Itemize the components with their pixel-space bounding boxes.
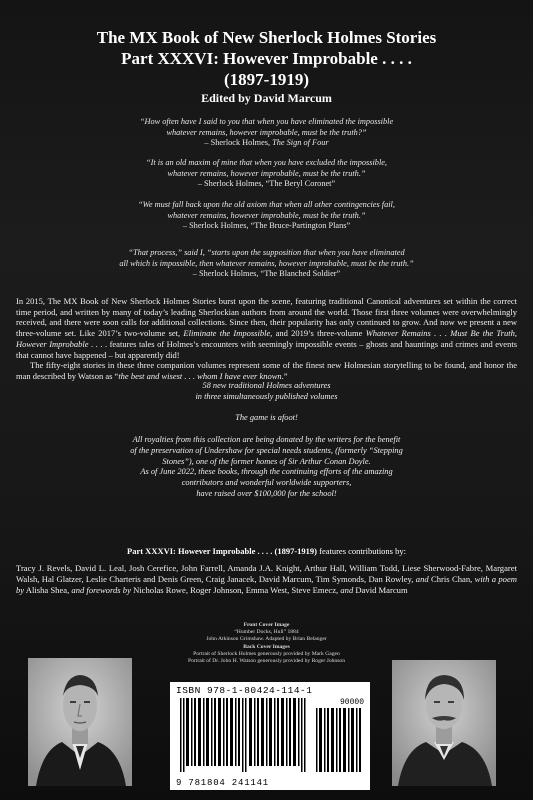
quote-text: whatever remains, however improbable, must be the truth?” (166, 127, 367, 137)
title-line-2: Part XXXVI: However Improbable . . . . (121, 49, 412, 68)
quote-attribution: – Sherlock Holmes, (204, 138, 273, 148)
blurb-text: .” (281, 370, 288, 381)
quote-text: “How often have I said to you that when you have eliminated the impossible (139, 117, 394, 126)
contributors-text: Alisha Shea, (24, 585, 72, 595)
quote-bruce-partington (16, 200, 517, 232)
quote-text: “We must fall back upon the old axiom that when all other contingencies fail, (138, 200, 395, 209)
royalties-line: As of June 2022, these books, through the continuing efforts of the amazing (140, 467, 393, 477)
back-credit-line: Portrait of Dr. John H. Watson generously provided by Roger Johnson (188, 658, 345, 665)
back-credit-heading: Back Cover Images (243, 643, 290, 650)
quote-text: “It is an old maxim of mine that when you have excluded the impossible, (145, 158, 388, 167)
isbn-number: ISBN 978-1-80424-114-1 (176, 685, 313, 696)
book-title: Eliminate the Impossible (183, 328, 271, 339)
contributors-connector: and (415, 574, 429, 584)
back-credit-line: Portrait of Sherlock Holmes generously provided by Mark Gagen (193, 650, 340, 657)
game-afoot-text: The game is afoot! (235, 413, 298, 422)
quote-text: all which is impossible, then whatever remains, however improbable, must be the truth.” (119, 258, 414, 268)
contributors-text: David Marcum (353, 585, 408, 595)
royalties-notice (16, 435, 517, 500)
watson-portrait (392, 660, 496, 786)
editor-line: Edited by David Marcum (201, 91, 332, 105)
quote-sign-of-four (16, 117, 517, 149)
blurb-text: In 2015, The MX Book of New Sherlock Holmes Stories burst upon the scene, featuring traditional Canonical adventures set within the correct time period, and written by many of today’s leading Sherlockian authors from around the world. Those first three volumes were overwhelmingly received, and there were soon calls for additional collections. Since then, their popularity has only continued to grow. And now we present a new three-volume set. Like 2017’s two-volume set, (16, 296, 517, 339)
royalties-line: have raised over $100,000 for the school! (196, 488, 337, 498)
watson-portrait-image (392, 660, 496, 786)
addon-bars (316, 708, 362, 772)
quote-text: “That process,” said I, “starts upon the supposition that when you have eliminated (128, 248, 405, 257)
blurb-paragraph-1 (16, 296, 517, 360)
cover-title (16, 27, 517, 106)
contributors-text: Chris Chan, (428, 574, 475, 584)
blurb-text: , and 2019’s three-volume (270, 328, 366, 339)
front-credit-heading: Front Cover Image (243, 622, 290, 628)
holmes-portrait-image (28, 658, 132, 786)
royalties-line: of the preservation of Undershaw for special needs students, (formerly “Stepping (130, 445, 403, 455)
quote-attribution: – Sherlock Holmes, “The Blanched Soldier” (192, 269, 341, 279)
book-title: Whatever Remains . . . Must Be the Truth (365, 328, 515, 339)
title-line-1: The MX Book of New Sherlock Holmes Stories (96, 28, 437, 47)
royalties-line: contributors and wonderful worldwide supporters, (181, 478, 352, 488)
front-credit-line: John Atkinson Grimshaw. Adapted by Brian Belanger (206, 636, 327, 643)
barcode-digits: 9 781804 241141 (176, 778, 270, 788)
contributors-connector: and (340, 585, 354, 595)
book-title: However Improbable (16, 338, 89, 349)
tagline-line: 58 new traditional Holmes adventures (202, 381, 331, 390)
blurb-body (16, 296, 517, 382)
holmes-portrait (28, 658, 132, 786)
contributors-text: Tracy J. Revels, David L. Leal, Josh Cerefice, John Farrell, Amanda J.A. Knight, Arthur Hall, William Todd, Liese Sherwood-Fabre, Margaret Walsh, Hal Glatzer, Leslie Charteris and Denis Green, Craig Janacek, David Marcum, Tim Symonds, Dan Rowley, (16, 563, 517, 584)
contributors-list (16, 563, 517, 596)
game-afoot (16, 413, 517, 424)
quote-attribution: – Sherlock Holmes, “The Beryl Coronet” (197, 179, 336, 189)
contributors-connector: and forewords by (71, 585, 131, 595)
quote-work: The Sign of Four (272, 138, 329, 148)
contributors-connector: with a poem by (16, 574, 518, 595)
contributors-text: Nicholas Rowe, Roger Johnson, Emma West, Steve Emecz, (130, 585, 341, 595)
quote-text: whatever remains, however improbable, must be the truth.” (167, 210, 366, 220)
blurb-paragraph-2 (16, 360, 517, 381)
blurb-text: The fifty-eight stories in these three companion volumes represent some of the finest new Holmesian storytelling to be found, and honor the man described by Watson as “ (16, 360, 517, 381)
barcode-bars (180, 698, 308, 772)
price-addon: 90000 (339, 698, 364, 707)
quote-blanched-soldier (16, 248, 517, 280)
tagline-line: in three simultaneously published volumes (195, 391, 338, 401)
royalties-line: All royalties from this collection are being donated by the writers for the benefit (132, 435, 401, 444)
front-credit-line: “Humber Docks, Hull” 1884 (234, 629, 299, 636)
blurb-text: , (514, 328, 517, 339)
contributions-heading (16, 546, 517, 556)
watson-quote: the best and wisest . . . whom I have ever known (118, 370, 282, 381)
quote-attribution: – Sherlock Holmes, “The Bruce-Partington Plans” (182, 221, 351, 231)
contributions-heading-bold: Part XXXVI: However Improbable . . . . (1897-1919) (127, 546, 317, 556)
blurb-text: . . . . features tales of Holmes’s encounters with seemingly impossible events – ghosts and hauntings and crimes and events that cannot have happened – but apparently did! (16, 338, 518, 360)
isbn-barcode (170, 682, 370, 790)
quote-beryl-coronet (16, 158, 517, 190)
title-line-3: (1897-1919) (224, 70, 309, 89)
quote-text: whatever remains, however improbable, must be the truth.” (167, 168, 366, 178)
royalties-line: Stones”), one of the former homes of Sir Arthur Conan Doyle. (162, 456, 371, 466)
contributions-heading-rest: features contributions by: (316, 546, 406, 556)
tagline (16, 381, 517, 403)
